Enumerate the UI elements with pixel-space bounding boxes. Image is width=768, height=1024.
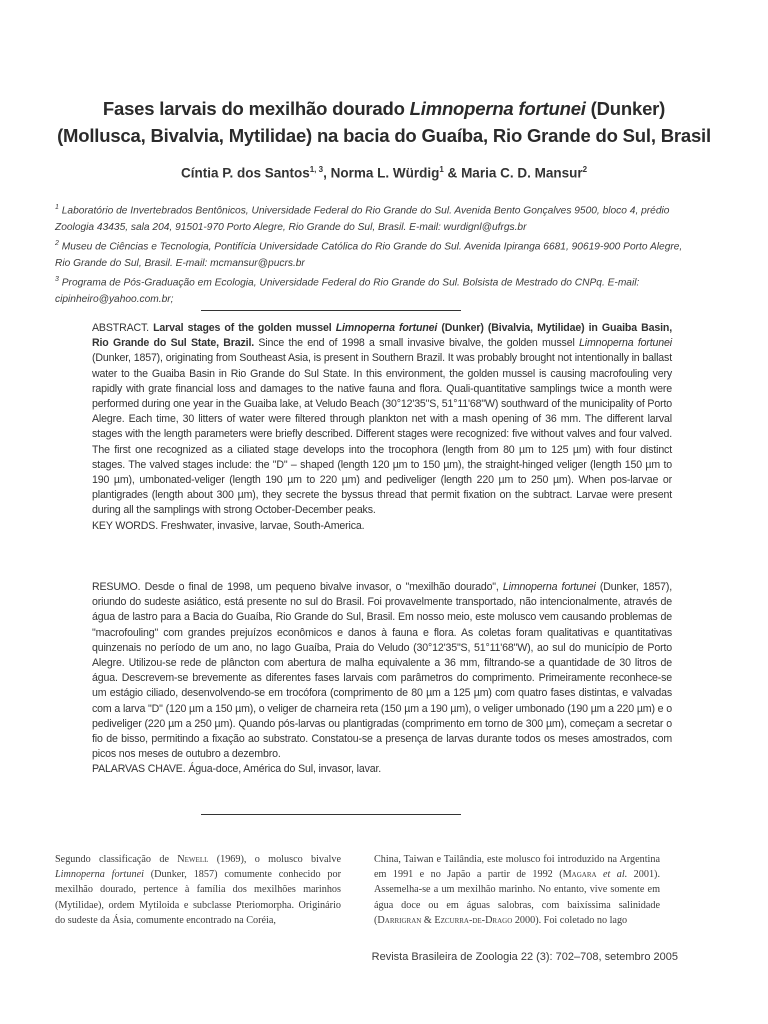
affiliation-3: $^3$ Programa de Pós-Graduação em Ecologia, Universidade Federal do Rio Grande do Sul. Bolsista de Mestrado do CNPq. E-mail: cipinheiro@yahoo.com.br; <box>55 275 640 305</box>
abstract-label: ABSTRACT. <box>92 322 154 334</box>
body-column-right: China, Taiwan e Tailândia, este molusco foi introduzido na Argentina em 1991 e no Japão a partir de 1992 (Magara et al. 2001). Assemelha-se a um mexilhão marinho. No entanto, vive somente em água doce ou em águas salobras, com baixíssima salinidade (Darrigran & Ezcurra-de-Drago 2000). Foi coletado no lago <box>374 854 660 926</box>
author-2-sup: 1 <box>439 165 444 174</box>
divider-top <box>201 310 461 311</box>
resumo-text: RESUMO. Desde o final de 1998, um pequeno bivalve invasor, o "mexilhão dourado", Limnoperna fortunei (Dunker, 1857), oriundo do sudeste asiático, está presente no sul do Brasil. Foi provavelmente transportado, não intencionalmente, através de água de lastro para a Bacia do Guaíba, Rio Grande do Sul, Brasil. Em nosso meio, este molusco vem causando problemas de "macrofouling" com grandes prejuízos econômicos e danos à fauna e flora. As coletas foram qualitativas e quantitativas quinzenais no período de um ano, no lago Guaíba, Praia do Veludo (30°12'35"S, 51°11'68"W), ao sul do município de Porto Alegre. Utilizou-se rede de plâncton com abertura de malha equivalente a 36 mm, filtrando-se a quantidade de 30 litros de água. Descrevem-se brevemente as diferentes fases larvais com parâmetros do comprimento. Primeiramente reconhece-se um estágio ciliado, desenvolvendo-se em trocófora (comprimento de 80 µm a 125 µm) com quatro fases distintas, e valvadas com a larva "D" (120 µm a 150 µm), o veliger de charneira reta (150 µm a 190 µm), o veliger umbonado (190 µm a 220 µm) e o pediveliger (220 µm a 250 µm). Quando pós-larvas ou plantigradas (comprimento em torno de 300 µm), começam a secretar o fio de bisso, permitindo a fixação ao substrato. Constatou-se a presença de larvas durante todos os meses amostrados, com picos nos meses de outubro a dezembro. <box>92 581 673 761</box>
abstract <box>92 321 672 534</box>
author-1-sup: 1, 3 <box>309 165 324 174</box>
abstract-keywords: KEY WORDS. Freshwater, invasive, larvae, South-America. <box>92 519 365 532</box>
author-2: Norma L. Würdig <box>330 165 440 181</box>
author-3-sup: 2 <box>582 165 588 174</box>
affiliations <box>55 200 683 308</box>
abstract-text: ABSTRACT. Larval stages of the golden mussel Limnoperna fortunei (Dunker) (Bivalvia, Mytilidae) in Guaiba Basin, Rio Grande do Sul State, Brazil. Since the end of 1998 a small invasive bivalve, the golden mussel Limnoperna fortunei (Dunker, 1857), originating from Southeast Asia, is present in Southern Brazil. It was probably brought not intentionally in ballast water to the Guaiba Basin in Rio Grande do Sul State. In this environment, the golden mussel is causing macrofouling very rapidly with grate financial loss and damages to the native fauna and flora. Quali-quantitative samplings twice a month were performed during one year in the Guaiba lake, at Veludo Beach (30°12'35"S, 51°11'68"W) southward of the municipality of Porto Alegre. Each time, 30 litters of water were filtered through plankton net with a mash opening of 36 mm. The different larval stages with the length parameters were briefly described. Different stages were recognized: five without valves and four valved. The first one recognized as a ciliated stage develops into the trocophora (length from 80 µm to 125 µm) with four distinct stages. The valved stages include: the "D" – shaped (length 120 µm to 150 µm), the straight-hinged veliger (length 150 µm to 190 µm), umbonated-veliger (length 190 µm to 220 µm) and pediveliger (length 220 µm to 250 µm). When pos-larvae or plantigrades (length about 300 µm), they secrete the byssus thread that permit fixation on the subtract. Larvae were present during all the samplings with strong October-December peaks. <box>92 322 672 517</box>
author-3: Maria C. D. Mansur <box>461 165 583 181</box>
article-title <box>40 95 728 149</box>
journal-citation: Revista Brasileira de Zoologia 22 (3): 702–708, setembro 2005 <box>371 951 678 963</box>
author-1: Cíntia P. dos Santos <box>180 165 310 181</box>
resumo-label: RESUMO. <box>92 581 145 593</box>
title-species: Limnoperna fortunei <box>409 98 586 119</box>
title-line-2: (Mollusca, Bivalvia, Mytilidae) na bacia do Guaíba, Rio Grande do Sul, Brasil <box>57 125 711 146</box>
divider-bottom <box>201 814 461 815</box>
author-list: Cíntia P. dos Santos$^{1, 3}$, Norma L. Würdig$^1$ & Maria C. D. Mansur$^2$ <box>180 165 588 181</box>
resumo <box>92 580 672 778</box>
affiliation-2: $^2$ Museu de Ciências e Tecnologia, Pontifícia Universidade Católica do Rio Grande do Sul. Avenida Ipiranga 6681, 90619-900 Porto Alegre, Rio Grande do Sul, Brasil. E-mail: mcmansur@pucrs.br <box>55 239 683 269</box>
title-line-1: Fases larvais do mexilhão dourado Limnoperna fortunei (Dunker) <box>102 98 666 119</box>
affiliation-1: $^1$ Laboratório de Invertebrados Bentônicos, Universidade Federal do Rio Grande do Sul. Avenida Bento Gonçalves 9500, bloco 4, prédio Zoologia 43435, sala 204, 91501-970 Porto Alegre, Rio Grande do Sul, Brasil. E-mail: wurdignl@ufrgs.br <box>55 204 670 233</box>
body-column-left: Segundo classificação de Newell (1969), o molusco bivalve Limnoperna fortunei (Dunker, 1857) comumente conhecido por mexilhão dourado, pertence à família dos mexilhões marinhos (Mytilidae), ordem Mytiloida e subclasse Pteriomorpha. Originário do sudeste da Ásia, comumente encontrado na Coréia, <box>55 854 341 926</box>
resumo-keywords: PALARVAS CHAVE. Água-doce, América do Sul, invasor, lavar. <box>92 763 382 776</box>
